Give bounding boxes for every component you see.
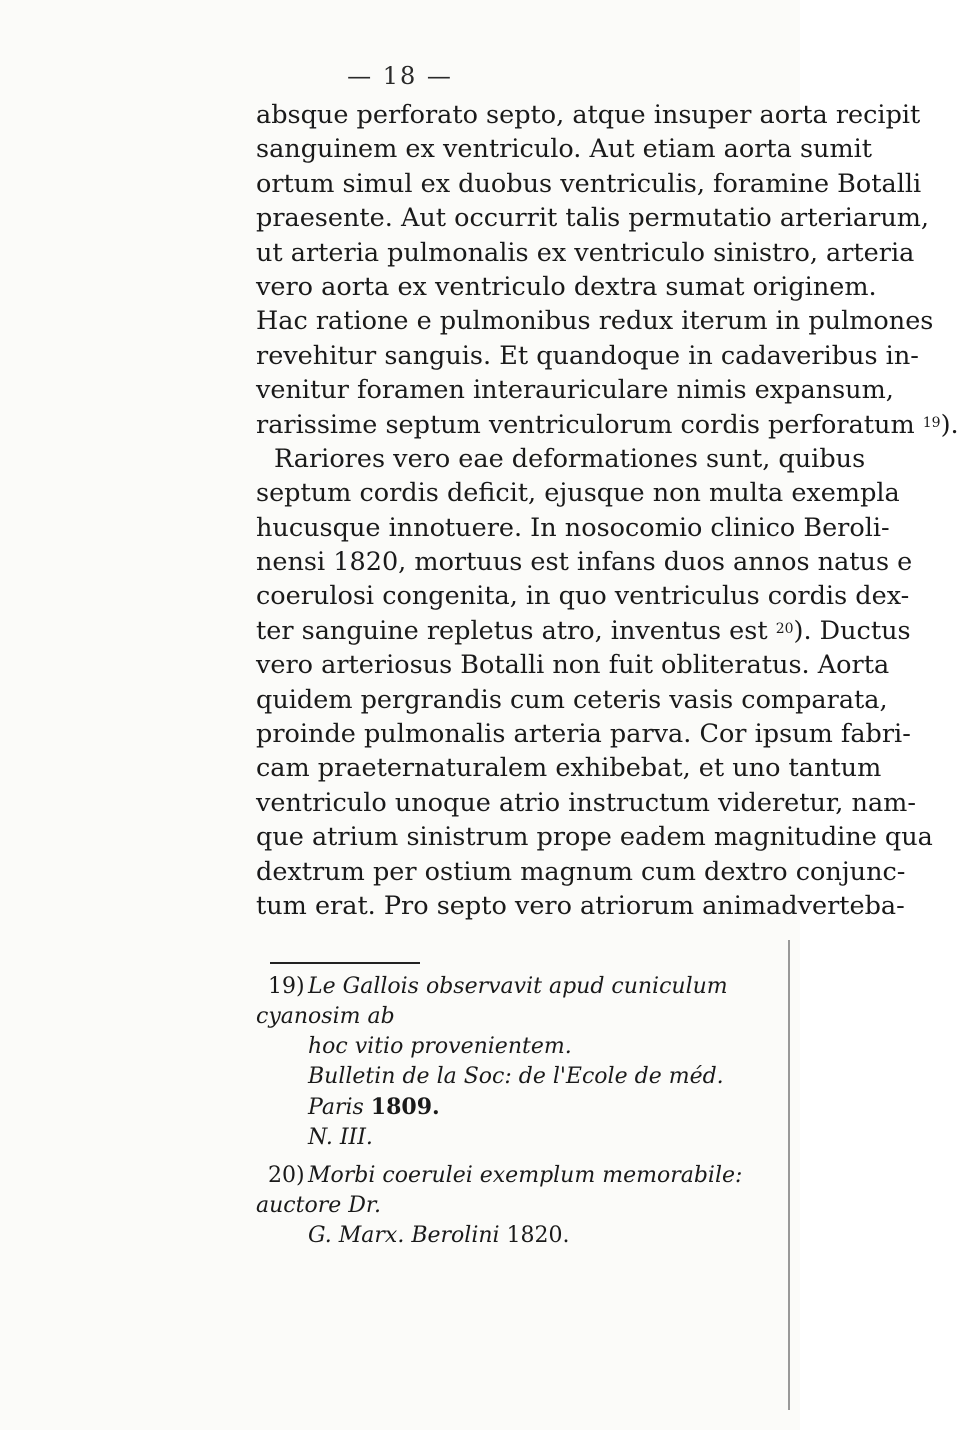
text-line: proinde pulmonalis arteria parva. Cor ipsum fabri- [256, 719, 911, 750]
text-line: venitur foramen interauriculare nimis expansum, [256, 375, 894, 406]
footnote-ref-19: 19 [922, 414, 941, 431]
footnote-marker: 19) [268, 974, 305, 999]
text-line-part: rarissime septum ventriculorum cordis perforatum [256, 409, 915, 440]
text-line: quidem pergrandis cum ceteris vasis comparata, [256, 684, 888, 715]
text-line: Hac ratione e pulmonibus redux iterum in pulmones [256, 306, 934, 337]
text-line: hucusque innotuere. In nosocomio clinico Beroli- [256, 512, 890, 543]
text-line: vero aorta ex ventriculo dextra sumat originem. [256, 271, 877, 302]
text-line: vero arteriosus Botalli non fuit obliteratus. Aorta [256, 650, 890, 681]
footnote-text: hoc vitio provenientem. [308, 1034, 572, 1059]
footnote-citation-line [256, 1062, 786, 1123]
page-number: — 18 — [347, 62, 453, 90]
text-line: que atrium sinistrum prope eadem magnitudine qua [256, 822, 933, 853]
text-line: nensi 1820, mortuus est infans duos annos natus e [256, 547, 913, 578]
text-line: tum erat. Pro septo vero atriorum animadverteba- [256, 890, 905, 921]
text-line: praesente. Aut occurrit talis permutatio arteriarum, [256, 203, 930, 234]
text-line-with-ref [256, 614, 911, 648]
text-line: Rariores vero eae deformationes sunt, quibus [274, 443, 866, 474]
text-line: revehitur sanguis. Et quandoque in cadaveribus in- [256, 340, 919, 371]
text-line: ut arteria pulmonalis ex ventriculo sinistro, arteria [256, 237, 915, 268]
footnote-ref-20: 20 [775, 620, 794, 637]
footnote-text: Morbi coerulei exemplum memorabile: auctore Dr. [256, 1163, 743, 1218]
footnote-citation: G. Marx. Berolini [308, 1223, 500, 1248]
text-line: coerulosi congenita, in quo ventriculus cordis dex- [256, 581, 910, 612]
footnote-divider [270, 962, 420, 964]
footnote-20 [256, 1161, 786, 1251]
text-line: dextrum per ostium magnum cum dextro conjunc- [256, 856, 906, 887]
footnote-ref-tail: ). [940, 409, 959, 440]
text-line: sanguinem ex ventriculo. Aut etiam aorta sumit [256, 134, 873, 165]
footnote-19 [256, 972, 786, 1153]
footnote-citation-line [256, 1221, 786, 1251]
text-line: absque perforato septo, atque insuper aorta recipit [256, 100, 921, 130]
footnote-ref-tail: ). Ductus [793, 615, 911, 646]
footnote-marker: 20) [268, 1163, 305, 1188]
text-line: septum cordis deficit, ejusque non multa exempla [256, 478, 900, 509]
text-line-with-ref [256, 408, 959, 442]
footnote-year: 1809. [370, 1094, 440, 1120]
footnote-volume: N. III. [308, 1125, 373, 1150]
page-edge-mark [788, 940, 790, 1410]
body-text [256, 98, 959, 923]
text-line: ventriculo unoque atrio instructum videretur, nam- [256, 787, 916, 818]
text-line: cam praeternaturalem exhibebat, et uno tantum [256, 753, 882, 784]
text-line-part: ter sanguine repletus atro, inventus est [256, 615, 768, 646]
text-line: ortum simul ex duobus ventriculis, foramine Botalli [256, 168, 922, 199]
footnote-text: Le Gallois observavit apud cuniculum cyanosim ab [256, 974, 728, 1029]
footnote-citation: Bulletin de la Soc: de l'Ecole de méd. Paris [308, 1064, 724, 1120]
footnote-year: 1820. [506, 1223, 570, 1248]
footnotes [256, 972, 786, 1259]
